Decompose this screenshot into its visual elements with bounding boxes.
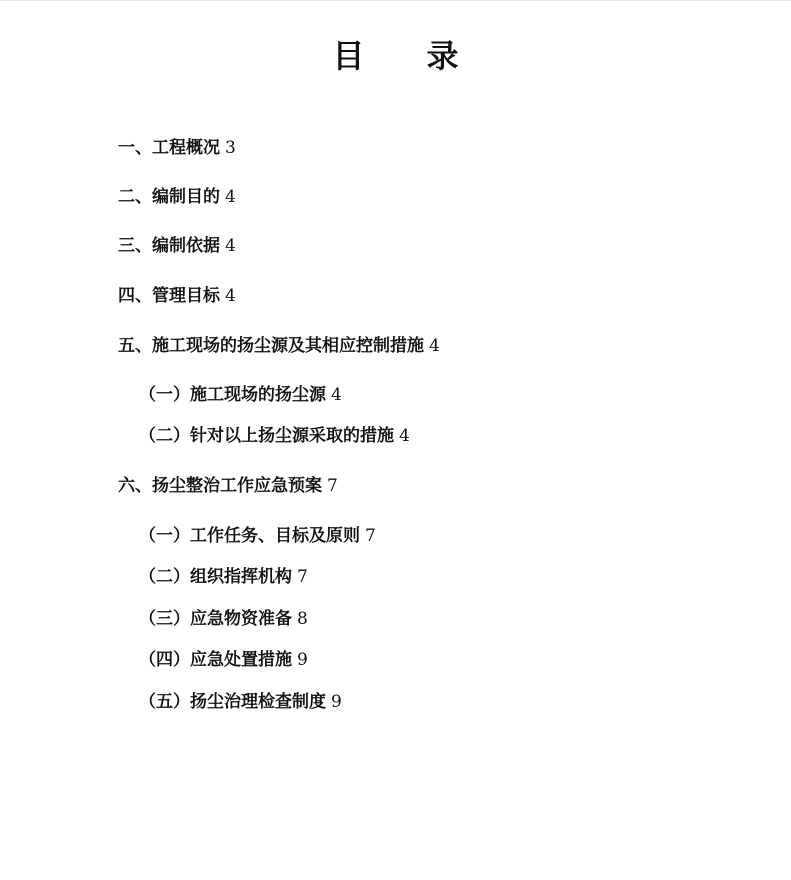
toc-entry-2[interactable] xyxy=(118,186,236,208)
toc-entry-label: （二）组织指挥机构 xyxy=(139,567,292,587)
toc-entry-page: 4 xyxy=(225,187,236,207)
toc-entry-page: 8 xyxy=(297,609,308,629)
toc-entry-label: （三）应急物资准备 xyxy=(139,609,292,629)
toc-entry-10[interactable] xyxy=(139,566,308,588)
toc-entry-label: （二）针对以上扬尘源采取的措施 xyxy=(139,426,394,446)
toc-entry-label: （一）施工现场的扬尘源 xyxy=(139,385,326,405)
toc-entry-page: 9 xyxy=(331,692,342,712)
toc-entry-page: 4 xyxy=(225,286,236,306)
toc-entry-3[interactable] xyxy=(118,235,236,257)
toc-entry-label: 一、工程概况 xyxy=(118,138,220,158)
toc-entry-11[interactable] xyxy=(139,608,308,630)
toc-entry-page: 4 xyxy=(225,236,236,256)
toc-entry-label: 六、扬尘整治工作应急预案 xyxy=(118,476,322,496)
toc-entry-label: 二、编制目的 xyxy=(118,187,220,207)
toc-entry-12[interactable] xyxy=(139,649,308,671)
toc-entry-1[interactable] xyxy=(118,137,236,159)
toc-entry-page: 7 xyxy=(327,476,338,496)
toc-entry-label: 五、施工现场的扬尘源及其相应控制措施 xyxy=(118,336,424,356)
toc-entry-9[interactable] xyxy=(139,525,376,547)
toc-entry-label: （一）工作任务、目标及原则 xyxy=(139,526,360,546)
toc-entry-page: 4 xyxy=(399,426,410,446)
toc-entry-13[interactable] xyxy=(139,691,342,713)
toc-entry-page: 3 xyxy=(225,138,236,158)
toc-entry-label: （五）扬尘治理检查制度 xyxy=(139,692,326,712)
toc-entry-label: 三、编制依据 xyxy=(118,236,220,256)
toc-entry-label: 四、管理目标 xyxy=(118,286,220,306)
toc-entry-7[interactable] xyxy=(139,425,410,447)
toc-entry-5[interactable] xyxy=(118,335,440,357)
toc-entry-page: 7 xyxy=(365,526,376,546)
toc-entry-page: 4 xyxy=(429,336,440,356)
toc-entry-page: 7 xyxy=(297,567,308,587)
toc-entry-4[interactable] xyxy=(118,285,236,307)
toc-entry-6[interactable] xyxy=(139,384,342,406)
toc-entry-page: 9 xyxy=(297,650,308,670)
toc-entry-8[interactable] xyxy=(118,475,338,497)
toc-entry-page: 4 xyxy=(331,385,342,405)
title-char-1: 目 xyxy=(332,37,365,75)
toc-entry-label: （四）应急处置措施 xyxy=(139,650,292,670)
title-char-2: 录 xyxy=(426,37,459,75)
